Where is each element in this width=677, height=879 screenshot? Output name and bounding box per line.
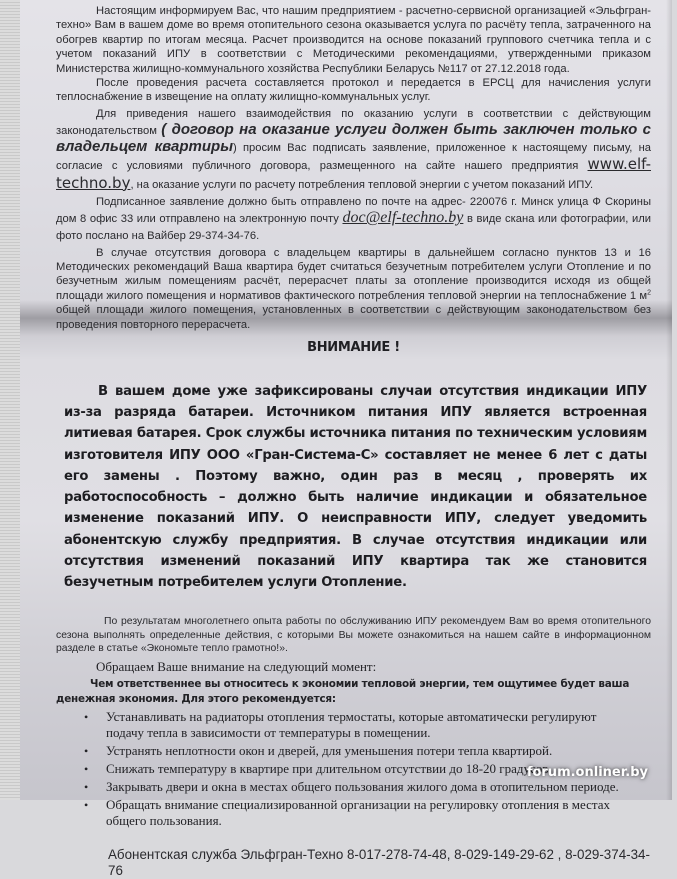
list-item: [84, 797, 626, 829]
submission-paragraph: [56, 194, 651, 245]
contract-paragraph: [56, 106, 651, 193]
notice-line: [56, 659, 651, 674]
notice-text: Обращаем Ваше внимание на следующий момент:: [96, 658, 377, 674]
list-item: [84, 743, 626, 759]
no-contract-tail: общей площади жилого помещения, установленных в соответствии с действующим законодательством без проведения повторного перерасчета.: [56, 304, 651, 331]
bullet-icon: •: [84, 797, 89, 812]
no-contract-lead: В случае отсутствия договора с владельцем квартиры в дальнейшем согласно пунктов 13 и 16 Методических рекомендаций Ваша квартира будет считаться безучетным потребителем услуги Отопление и по безучетным жилым помещениям расчёт, перерасчет платы за отопление производится исходя из общей площади жилого помещения и нормативов фактического потребления тепловой энергии на теплоснабжение 1 м: [56, 246, 651, 302]
contract-lead: Для приведения нашего взаимодействия по оказанию услуги в соответствии с действующим законодательством: [56, 107, 651, 138]
contacts-line: Абонентская служба Эльфгран-Техно 8-017-278-74-48, 8-029-149-29-62 , 8-029-374-34-76: [108, 846, 650, 878]
letter-body: [56, 4, 651, 879]
contract-emphasis: ( договор на оказание услуги должен быть заключен только с владельцем квартиры: [56, 121, 651, 156]
protocol-text: После проведения расчета составляется протокол и передается в ЕРСЦ для начисления услуги теплоснабжение в извещение на оплату жилищно-коммунальных услуг.: [56, 77, 651, 104]
bullet-icon: •: [84, 709, 89, 724]
website-link[interactable]: www.elf-techno.by: [56, 155, 651, 192]
recommendation-text: Обращать внимание специализированной организации на регулировку отопления в местах общего пользования.: [106, 796, 610, 828]
contract-tail: , на оказание услуги по расчету потребления тепловой энергии с учетом показаний ИПУ.: [130, 178, 594, 191]
warning-paragraph: [64, 381, 647, 593]
warning-text: В вашем доме уже зафиксированы случаи отсутствия индикации ИПУ из-за разряда батареи. Источником питания ИПУ является встроенная литиевая батарея. Срок службы источника питания по техническим условиям изготовителя ИПУ ООО «Гран-Система-С» составляет не менее 6 лет с даты его замены . Поэтому важно, один раз в месяц , проверять их работоспособность – должно быть наличие индикации и обязательное изменение показаний ИПУ. О неисправности ИПУ, следует уведомить абонентскую службу предприятия. В случае отсутствия индикации или отсутствия изменений показаний ИПУ квартира так же становится безучетным потребителем услуги Отопление.: [64, 384, 647, 590]
recommendation-text: Устанавливать на радиаторы отопления термостаты, которые автоматически регулируют подачу тепла в зависимости от температуры в помещении.: [106, 708, 597, 740]
submission-tail: в виде скана или фотографии, или фото послано на Вайбер 29-374-34-76.: [56, 213, 651, 243]
emphasis-line: [56, 677, 651, 707]
submission-lead: Подписанное заявление должно быть отправлено по почте на адрес- 220076 г. Минск улица Ф Скорины дом 8 офис 33 или отправлено на электронную почту: [56, 195, 651, 226]
protocol-paragraph: [56, 76, 651, 105]
paper-sheet: [20, 0, 672, 878]
intro-paragraph: [56, 4, 651, 76]
paper-edge-shadow: [666, 0, 672, 800]
attention-heading: ВНИМАНИЕ !: [307, 340, 400, 356]
email-link[interactable]: doc@elf-techno.by: [342, 209, 464, 227]
no-contract-paragraph: [56, 246, 651, 332]
emphasis-text: Чем ответственнее вы относитесь к экономии тепловой энергии, тем ощутимее будет ваша денежная экономия. Для этого рекомендуется:: [56, 677, 630, 705]
bullet-icon: •: [84, 779, 89, 794]
experience-paragraph: [56, 615, 651, 656]
recommendation-text: Закрывать двери и окна в местах общего пользования жилого дома в отопительном периоде.: [106, 778, 619, 794]
watermark: forum.onliner.by: [526, 765, 648, 780]
bullet-icon: •: [84, 743, 89, 758]
list-item: [84, 779, 626, 795]
intro-text: Настоящим информируем Вас, что нашим предприятием - расчетно-сервисной организацией «Эльфгран-техно» Вам в вашем доме во время отопительного сезона оказывается услуга по расчёту тепла, затраченного на обогрев квартир по итогам месяца. Расчет производится на основе показаний группового счетчика тепла и с учетом показаний ИПУ в соответствии с Методическими рекомендациями, утвержденными приказом Министерства жилищно-коммунального хозяйства Республики Беларусь №117 от 27.12.2018 года.: [56, 5, 651, 75]
contract-middle: ) просим Вас подписать заявление, приложенное к настоящему письму, на согласие с условиями публичного договора, размещенного на сайте нашего предприятия: [56, 142, 652, 173]
recommendation-text: Устранять неплотности окон и дверей, для уменьшения потери тепла квартирой.: [106, 742, 553, 758]
recommendation-text: Снижать температуру в квартире при длительном отсутствии до 18-20 градусов.: [106, 760, 552, 776]
list-item: [84, 709, 626, 741]
bullet-icon: •: [84, 761, 89, 776]
superscript-two: 2: [647, 289, 651, 297]
experience-text: По результатам многолетнего опыта работы по обслуживанию ИПУ рекомендуем Вам во время отопительного сезона выполнять определенные действия, с которыми Вы можете ознакомиться на нашем сайте в информационном разделе в статье «Экономьте тепло грамотно!».: [56, 616, 651, 655]
